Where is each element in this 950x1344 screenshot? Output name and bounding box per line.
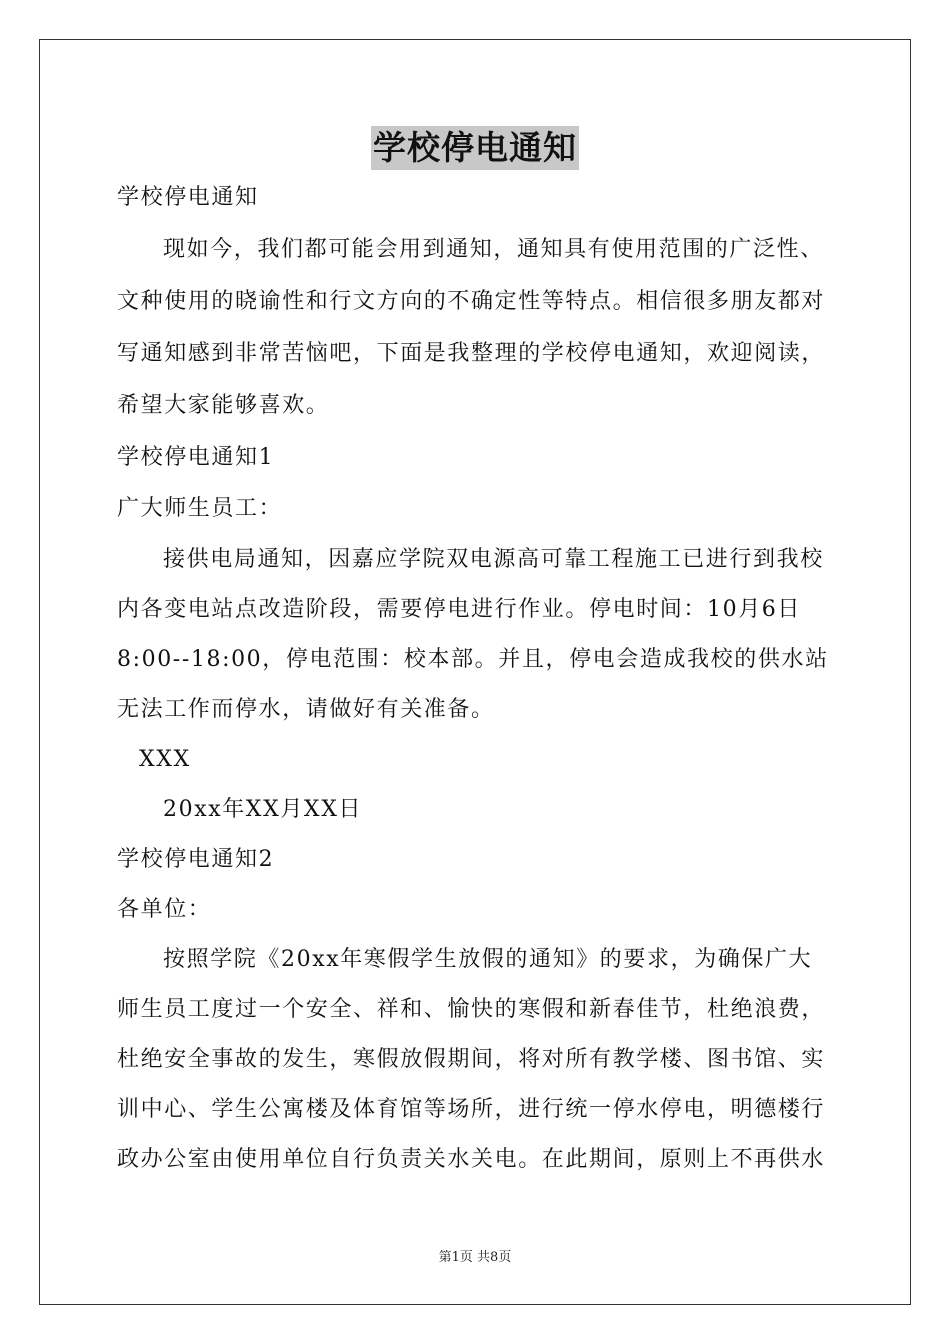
body-line: 现如今，我们都可能会用到通知，通知具有使用范围的广泛性、 — [163, 237, 824, 262]
body-line: 无法工作而停水，请做好有关准备。 — [117, 697, 495, 722]
section-heading: 学校停电通知1 — [117, 445, 275, 470]
page-footer: 第1页 共8页 — [438, 1250, 512, 1265]
date-line: 20xx年XX月XX日 — [163, 797, 363, 822]
body-line: 8:00--18:00，停电范围：校本部。并且，停电会造成我校的供水站 — [117, 647, 829, 672]
body-line: 文种使用的晓谕性和行文方向的不确定性等特点。相信很多朋友都对 — [117, 289, 826, 314]
body-line: 希望大家能够喜欢。 — [117, 393, 330, 418]
body-line: 按照学院《20xx年寒假学生放假的通知》的要求，为确保广大 — [163, 947, 813, 972]
document-title: 学校停电通知 — [371, 126, 579, 170]
body-line: 广大师生员工： — [117, 496, 283, 521]
section-heading: 学校停电通知2 — [117, 847, 275, 872]
body-line: 训中心、学生公寓楼及体育馆等场所，进行统一停水停电，明德楼行 — [117, 1097, 826, 1122]
body-line: 师生员工度过一个安全、祥和、愉快的寒假和新春佳节，杜绝浪费， — [117, 997, 826, 1022]
title-container — [0, 126, 950, 170]
body-line: 接供电局通知，因嘉应学院双电源高可靠工程施工已进行到我校 — [163, 547, 824, 572]
body-line: 杜绝安全事故的发生，寒假放假期间，将对所有教学楼、图书馆、实 — [117, 1047, 826, 1072]
body-line: 写通知感到非常苦恼吧，下面是我整理的学校停电通知，欢迎阅读， — [117, 341, 826, 366]
body-line: 学校停电通知 — [117, 185, 259, 210]
body-line: 各单位： — [117, 897, 212, 922]
signature-line: XXX — [139, 747, 191, 772]
body-line: 政办公室由使用单位自行负责关水关电。在此期间，原则上不再供水 — [117, 1147, 826, 1172]
body-line: 内各变电站点改造阶段，需要停电进行作业。停电时间：10月6日 — [117, 597, 801, 622]
